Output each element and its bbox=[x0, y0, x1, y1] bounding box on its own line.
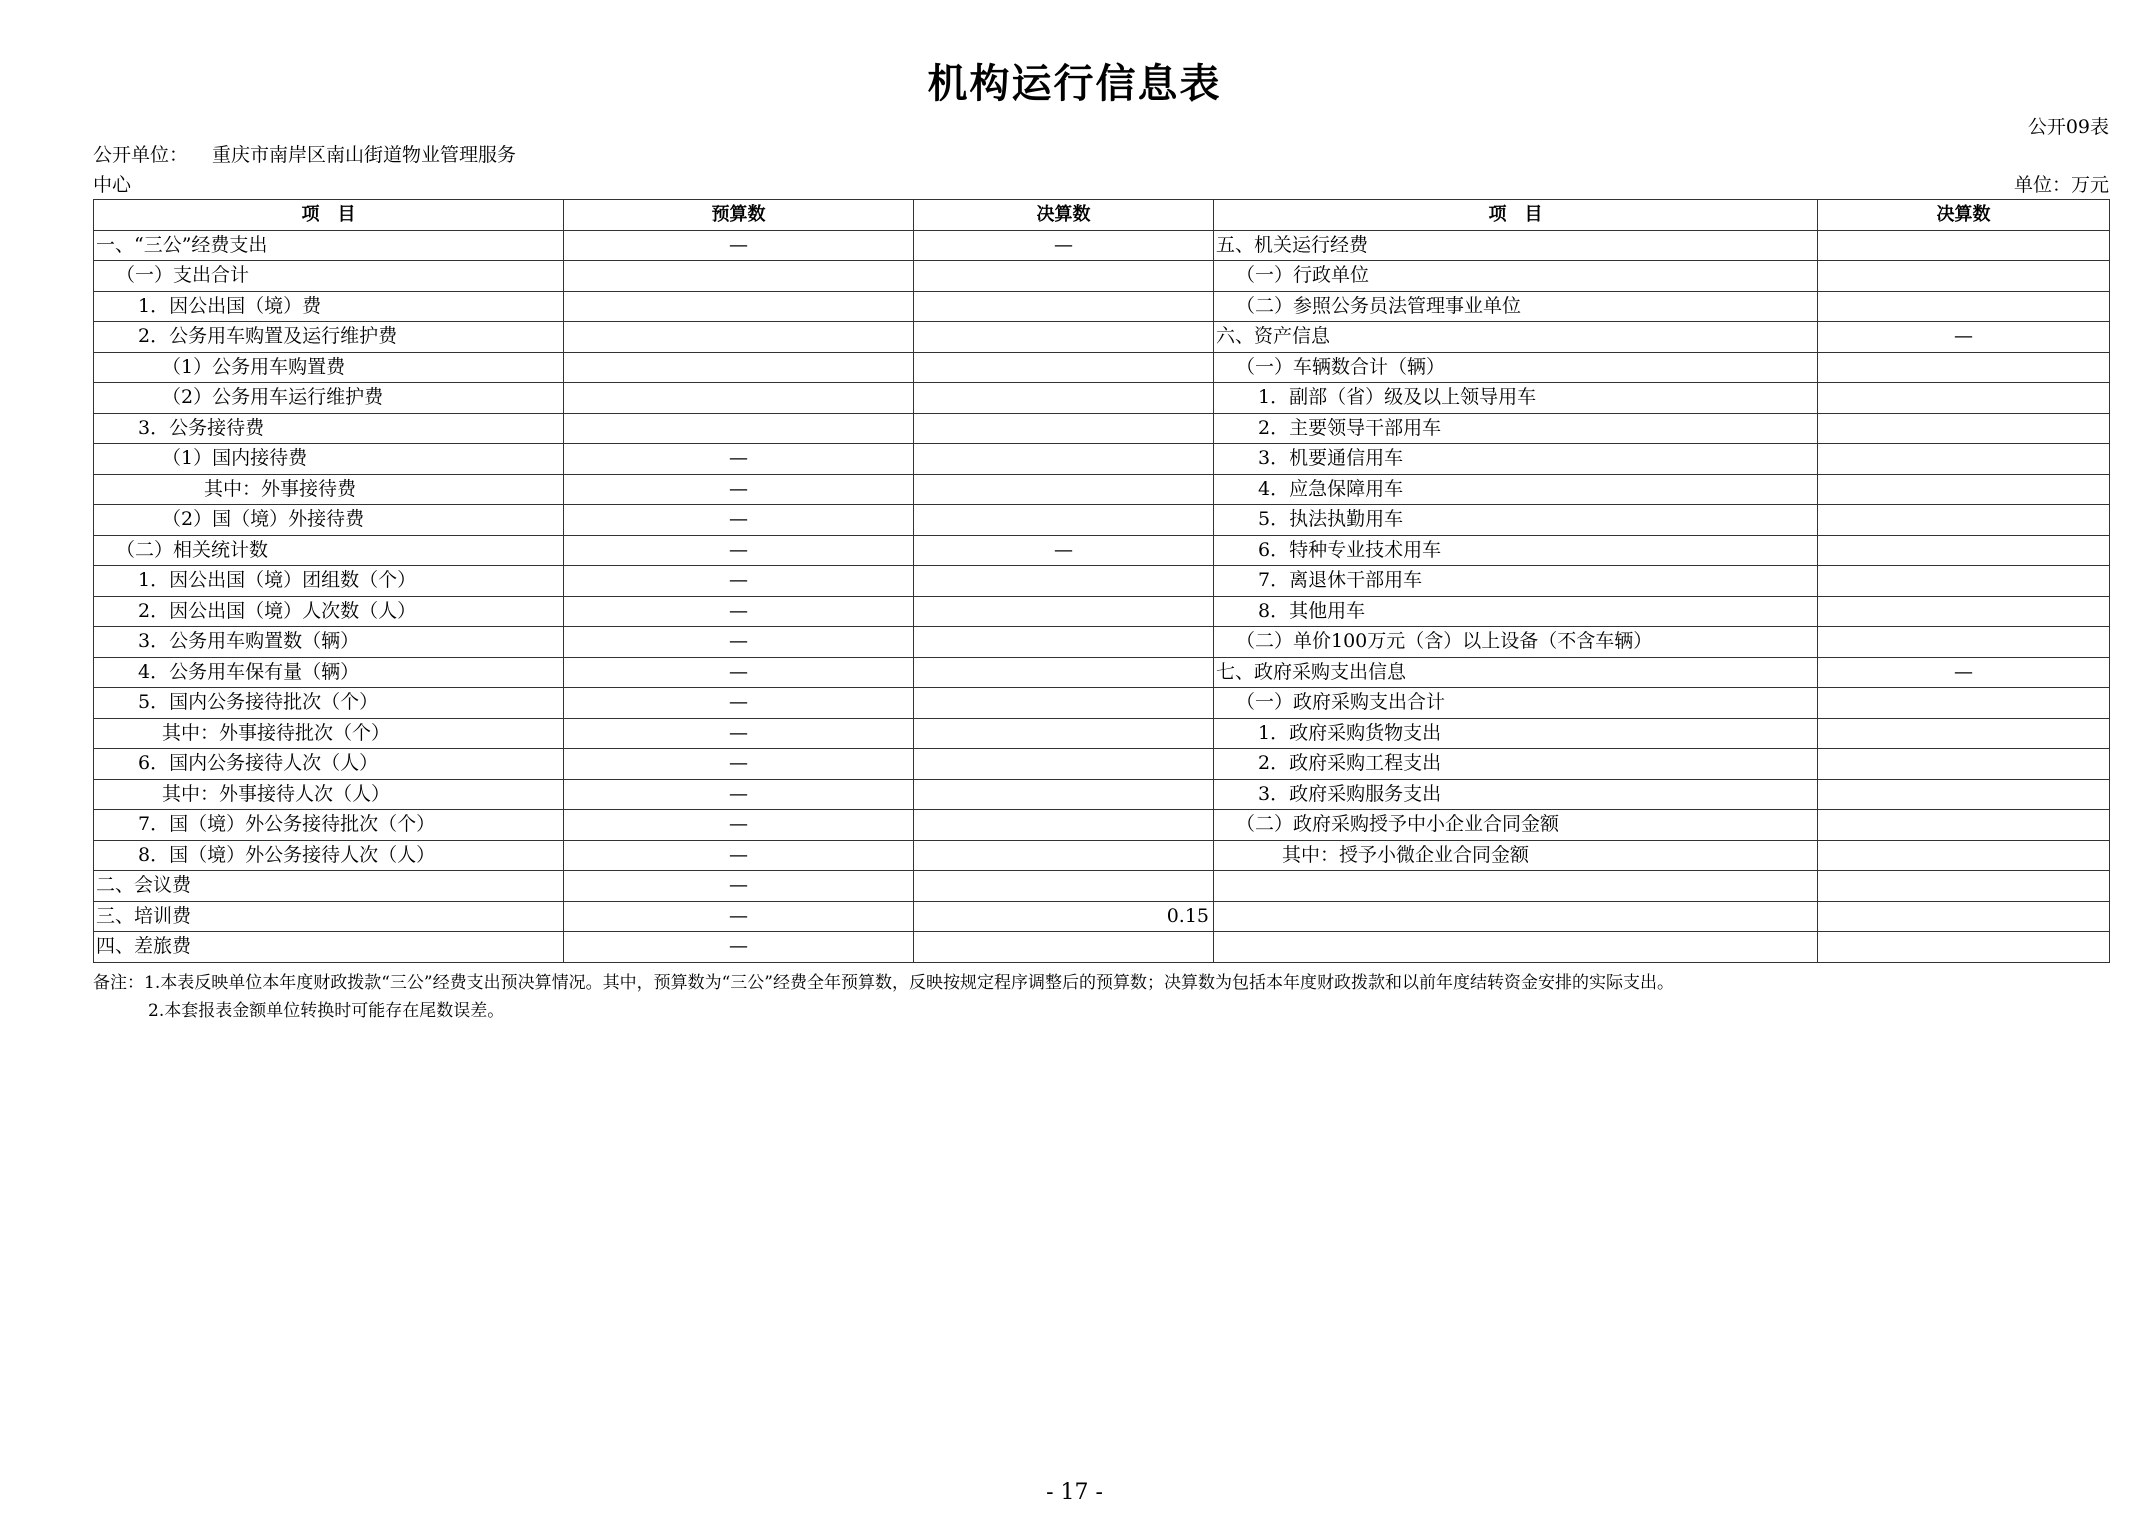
right-final-cell bbox=[1818, 291, 2110, 322]
table-header-row bbox=[94, 200, 2110, 231]
table-body bbox=[94, 230, 2110, 962]
note-1: 备注：1.本表反映单位本年度财政拨款“三公”经费支出预决算情况。其中，预算数为“三公”经费全年预算数，反映按规定程序调整后的预算数；决算数为包括本年度财政拨款和以前年度结转资金安排的实际支出。 bbox=[93, 973, 1674, 993]
table-row bbox=[94, 627, 2110, 658]
left-item-cell: 8．国（境）外公务接待人次（人） bbox=[94, 840, 564, 871]
budget-cell bbox=[564, 261, 914, 292]
right-item-cell: 8．其他用车 bbox=[1214, 596, 1818, 627]
budget-cell bbox=[564, 291, 914, 322]
right-item-cell: （二）政府采购授予中小企业合同金额 bbox=[1214, 810, 1818, 841]
right-final-cell bbox=[1818, 810, 2110, 841]
right-item-cell: （一）行政单位 bbox=[1214, 261, 1818, 292]
left-item-cell: 3．公务用车购置数（辆） bbox=[94, 627, 564, 658]
left-item-cell: （2）国（境）外接待费 bbox=[94, 505, 564, 536]
right-final-cell: — bbox=[1818, 322, 2110, 353]
header-final: 决算数 bbox=[914, 200, 1214, 231]
table-row bbox=[94, 749, 2110, 780]
table-row bbox=[94, 505, 2110, 536]
budget-cell: — bbox=[564, 932, 914, 963]
right-item-cell: 3．政府采购服务支出 bbox=[1214, 779, 1818, 810]
right-final-cell bbox=[1818, 261, 2110, 292]
final-cell bbox=[914, 322, 1214, 353]
currency-unit: 单位：万元 bbox=[2013, 174, 2109, 196]
table-row bbox=[94, 413, 2110, 444]
right-final-cell: — bbox=[1818, 657, 2110, 688]
right-final-cell bbox=[1818, 871, 2110, 902]
left-item-cell: （一）支出合计 bbox=[94, 261, 564, 292]
final-cell bbox=[914, 871, 1214, 902]
table-row bbox=[94, 596, 2110, 627]
budget-cell: — bbox=[564, 474, 914, 505]
table-row bbox=[94, 230, 2110, 261]
page-number: - 17 - bbox=[1046, 1480, 1103, 1505]
form-number: 公开09表 bbox=[2027, 116, 2109, 138]
right-item-cell: 1．政府采购货物支出 bbox=[1214, 718, 1818, 749]
right-item-cell: 4．应急保障用车 bbox=[1214, 474, 1818, 505]
table-row bbox=[94, 901, 2110, 932]
final-cell bbox=[914, 749, 1214, 780]
budget-cell bbox=[564, 352, 914, 383]
final-cell bbox=[914, 932, 1214, 963]
right-item-cell: 五、机关运行经费 bbox=[1214, 230, 1818, 261]
budget-cell: — bbox=[564, 871, 914, 902]
right-item-cell: 六、资产信息 bbox=[1214, 322, 1818, 353]
right-final-cell bbox=[1818, 444, 2110, 475]
right-final-cell bbox=[1818, 688, 2110, 719]
unit-label: 公开单位： bbox=[93, 144, 189, 166]
table-row bbox=[94, 352, 2110, 383]
table-row bbox=[94, 444, 2110, 475]
right-item-cell: （一）政府采购支出合计 bbox=[1214, 688, 1818, 719]
left-item-cell: 7．国（境）外公务接待批次（个） bbox=[94, 810, 564, 841]
left-item-cell: （2）公务用车运行维护费 bbox=[94, 383, 564, 414]
table-row bbox=[94, 932, 2110, 963]
right-item-cell: 3．机要通信用车 bbox=[1214, 444, 1818, 475]
left-item-cell: （1）公务用车购置费 bbox=[94, 352, 564, 383]
budget-cell: — bbox=[564, 901, 914, 932]
left-item-cell: 3．公务接待费 bbox=[94, 413, 564, 444]
right-final-cell bbox=[1818, 779, 2110, 810]
table-row bbox=[94, 322, 2110, 353]
final-cell bbox=[914, 779, 1214, 810]
budget-cell: — bbox=[564, 505, 914, 536]
right-item-cell: 七、政府采购支出信息 bbox=[1214, 657, 1818, 688]
left-item-cell: 三、培训费 bbox=[94, 901, 564, 932]
right-final-cell bbox=[1818, 596, 2110, 627]
budget-cell bbox=[564, 383, 914, 414]
right-final-cell bbox=[1818, 932, 2110, 963]
budget-cell: — bbox=[564, 566, 914, 597]
right-item-cell: （二）参照公务员法管理事业单位 bbox=[1214, 291, 1818, 322]
final-cell: — bbox=[914, 535, 1214, 566]
left-item-cell: 四、差旅费 bbox=[94, 932, 564, 963]
page-title: 机构运行信息表 bbox=[927, 61, 1222, 107]
right-final-cell bbox=[1818, 413, 2110, 444]
right-final-cell bbox=[1818, 901, 2110, 932]
left-item-cell: （1）国内接待费 bbox=[94, 444, 564, 475]
right-item-cell: 6．特种专业技术用车 bbox=[1214, 535, 1818, 566]
right-item-cell bbox=[1214, 932, 1818, 963]
right-final-cell bbox=[1818, 505, 2110, 536]
table-row bbox=[94, 718, 2110, 749]
budget-cell: — bbox=[564, 688, 914, 719]
final-cell bbox=[914, 474, 1214, 505]
right-final-cell bbox=[1818, 627, 2110, 658]
final-cell bbox=[914, 688, 1214, 719]
budget-cell: — bbox=[564, 657, 914, 688]
final-cell: 0.15 bbox=[914, 901, 1214, 932]
left-item-cell: （二）相关统计数 bbox=[94, 535, 564, 566]
table-row bbox=[94, 810, 2110, 841]
right-item-cell: 7．离退休干部用车 bbox=[1214, 566, 1818, 597]
final-cell bbox=[914, 627, 1214, 658]
final-cell bbox=[914, 444, 1214, 475]
final-cell bbox=[914, 505, 1214, 536]
left-item-cell: 2．公务用车购置及运行维护费 bbox=[94, 322, 564, 353]
budget-cell: — bbox=[564, 779, 914, 810]
header-left-item: 项 目 bbox=[94, 200, 564, 231]
right-item-cell: 2．政府采购工程支出 bbox=[1214, 749, 1818, 780]
right-final-cell bbox=[1818, 352, 2110, 383]
operation-info-table bbox=[93, 199, 2110, 963]
final-cell bbox=[914, 413, 1214, 444]
right-item-cell: （一）车辆数合计（辆） bbox=[1214, 352, 1818, 383]
table-row bbox=[94, 383, 2110, 414]
final-cell: — bbox=[914, 230, 1214, 261]
right-final-cell bbox=[1818, 840, 2110, 871]
right-item-cell bbox=[1214, 871, 1818, 902]
budget-cell: — bbox=[564, 596, 914, 627]
final-cell bbox=[914, 657, 1214, 688]
right-final-cell bbox=[1818, 230, 2110, 261]
budget-cell bbox=[564, 322, 914, 353]
final-cell bbox=[914, 718, 1214, 749]
right-item-cell: 其中：授予小微企业合同金额 bbox=[1214, 840, 1818, 871]
table-row bbox=[94, 566, 2110, 597]
table-row bbox=[94, 535, 2110, 566]
right-final-cell bbox=[1818, 566, 2110, 597]
budget-cell bbox=[564, 413, 914, 444]
table-row bbox=[94, 474, 2110, 505]
left-item-cell: 1．因公出国（境）团组数（个） bbox=[94, 566, 564, 597]
unit-name: 重庆市南岸区南山街道物业管理服务 bbox=[212, 144, 517, 166]
final-cell bbox=[914, 383, 1214, 414]
left-item-cell: 其中：外事接待费 bbox=[94, 474, 564, 505]
final-cell bbox=[914, 291, 1214, 322]
right-final-cell bbox=[1818, 535, 2110, 566]
left-item-cell: 1．因公出国（境）费 bbox=[94, 291, 564, 322]
table-row bbox=[94, 688, 2110, 719]
left-item-cell: 其中：外事接待批次（个） bbox=[94, 718, 564, 749]
table-row bbox=[94, 291, 2110, 322]
budget-cell: — bbox=[564, 840, 914, 871]
right-item-cell bbox=[1214, 901, 1818, 932]
right-item-cell: 5．执法执勤用车 bbox=[1214, 505, 1818, 536]
budget-cell: — bbox=[564, 230, 914, 261]
left-item-cell: 4．公务用车保有量（辆） bbox=[94, 657, 564, 688]
final-cell bbox=[914, 596, 1214, 627]
left-item-cell: 2．因公出国（境）人次数（人） bbox=[94, 596, 564, 627]
note-2: 2.本套报表金额单位转换时可能存在尾数误差。 bbox=[148, 1001, 505, 1021]
table-row bbox=[94, 871, 2110, 902]
right-final-cell bbox=[1818, 749, 2110, 780]
right-item-cell: 2．主要领导干部用车 bbox=[1214, 413, 1818, 444]
budget-cell: — bbox=[564, 535, 914, 566]
right-final-cell bbox=[1818, 474, 2110, 505]
budget-cell: — bbox=[564, 718, 914, 749]
table-row bbox=[94, 261, 2110, 292]
header-budget: 预算数 bbox=[564, 200, 914, 231]
budget-cell: — bbox=[564, 627, 914, 658]
left-item-cell: 6．国内公务接待人次（人） bbox=[94, 749, 564, 780]
budget-cell: — bbox=[564, 810, 914, 841]
budget-cell: — bbox=[564, 749, 914, 780]
final-cell bbox=[914, 566, 1214, 597]
final-cell bbox=[914, 840, 1214, 871]
final-cell bbox=[914, 352, 1214, 383]
left-item-cell: 其中：外事接待人次（人） bbox=[94, 779, 564, 810]
table-row bbox=[94, 657, 2110, 688]
header-right-final: 决算数 bbox=[1818, 200, 2110, 231]
right-final-cell bbox=[1818, 383, 2110, 414]
right-final-cell bbox=[1818, 718, 2110, 749]
table-row bbox=[94, 779, 2110, 810]
left-item-cell: 二、会议费 bbox=[94, 871, 564, 902]
budget-cell: — bbox=[564, 444, 914, 475]
final-cell bbox=[914, 810, 1214, 841]
right-item-cell: （二）单价100万元（含）以上设备（不含车辆） bbox=[1214, 627, 1818, 658]
left-item-cell: 一、“三公”经费支出 bbox=[94, 230, 564, 261]
header-right-item: 项 目 bbox=[1214, 200, 1818, 231]
left-item-cell: 5．国内公务接待批次（个） bbox=[94, 688, 564, 719]
final-cell bbox=[914, 261, 1214, 292]
right-item-cell: 1．副部（省）级及以上领导用车 bbox=[1214, 383, 1818, 414]
unit-name-continued: 中心 bbox=[93, 174, 132, 196]
table-row bbox=[94, 840, 2110, 871]
